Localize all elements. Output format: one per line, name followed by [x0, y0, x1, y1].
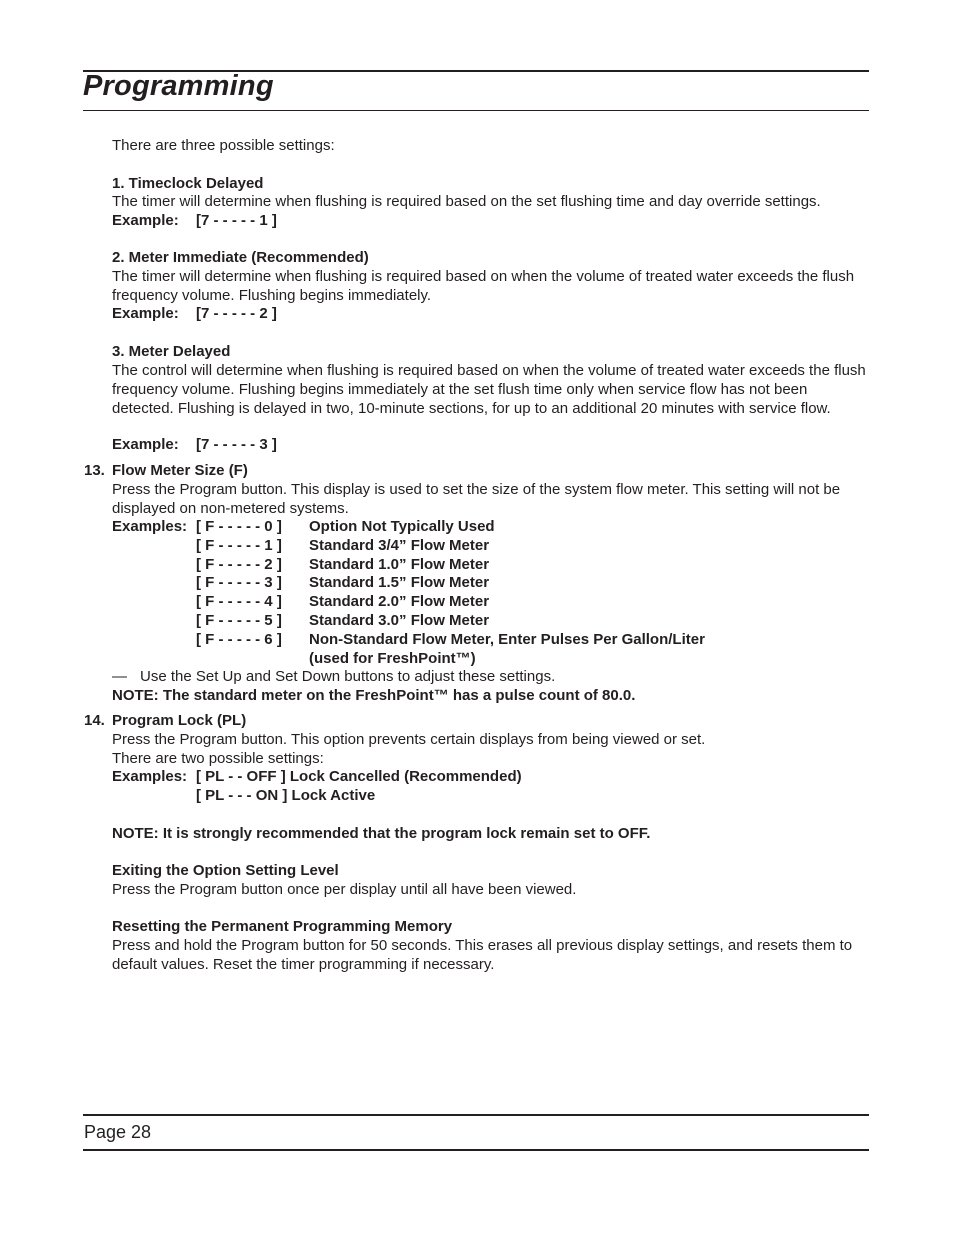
page-number: Page 28	[84, 1122, 152, 1142]
section-13-hint: Use the Set Up and Set Down buttons to adjust these settings.	[140, 668, 556, 685]
setting-1-example-label: Example:	[112, 212, 179, 229]
setting-3-example-label: Example:	[112, 436, 179, 453]
section-14-note: NOTE: It is strongly recommended that the program lock remain set to OFF.	[112, 825, 651, 842]
section-13-examples-label: Examples:	[112, 518, 188, 535]
exiting-title: Exiting the Option Setting Level	[112, 862, 339, 879]
setting-2-example-value: [7 - - - - - 2 ]	[196, 305, 277, 322]
setting-2-body: The timer will determine when flushing is required based on when the volume of treated water exceeds the flush frequency volume. Flushing begins immediately.	[112, 268, 855, 304]
flow-meter-desc-6: Non-Standard Flow Meter, Enter Pulses Per Gallon/Liter	[309, 631, 705, 648]
footer-top-rule	[83, 1114, 869, 1116]
flow-meter-code-6: [ F - - - - - 6 ]	[196, 631, 282, 648]
flow-meter-desc-5: Standard 3.0” Flow Meter	[309, 612, 490, 629]
section-13-number: 13.	[84, 462, 105, 479]
setting-2-example-label: Example:	[112, 305, 179, 322]
program-lock-example-on: [ PL - - - ON ] Lock Active	[196, 787, 376, 804]
resetting-title: Resetting the Permanent Programming Memory	[112, 918, 453, 935]
setting-3-example-value: [7 - - - - - 3 ]	[196, 436, 277, 453]
setting-1-body: The timer will determine when flushing is required based on the set flushing time and day override settings.	[112, 193, 821, 210]
flow-meter-desc-4: Standard 2.0” Flow Meter	[309, 593, 490, 610]
flow-meter-code-0: [ F - - - - - 0 ]	[196, 518, 282, 535]
section-13-body: Press the Program button. This display is used to set the size of the system flow meter. This setting will not be displayed on non-metered systems.	[112, 481, 841, 517]
exiting-body: Press the Program button once per display until all have been viewed.	[112, 881, 577, 898]
section-14-title: Program Lock (PL)	[112, 712, 247, 729]
section-13-title: Flow Meter Size (F)	[112, 462, 248, 479]
program-lock-example-off: [ PL - - OFF ] Lock Cancelled (Recommended)	[196, 768, 522, 785]
section-14-examples-label: Examples:	[112, 768, 188, 785]
section-14-number: 14.	[84, 712, 105, 729]
section-14-body-2: There are two possible settings:	[112, 750, 324, 767]
setting-3-title: 3. Meter Delayed	[112, 343, 231, 360]
footer-bottom-rule	[83, 1149, 869, 1151]
page-title: Programming	[83, 70, 274, 102]
flow-meter-code-5: [ F - - - - - 5 ]	[196, 612, 282, 629]
flow-meter-desc-6-extra: (used for FreshPoint™)	[309, 650, 476, 667]
flow-meter-code-3: [ F - - - - - 3 ]	[196, 574, 282, 591]
section-14-body-1: Press the Program button. This option prevents certain displays from being viewed or set.	[112, 731, 706, 748]
flow-meter-desc-0: Option Not Typically Used	[309, 518, 495, 535]
flow-meter-desc-1: Standard 3/4” Flow Meter	[309, 537, 490, 554]
setting-3-body: The control will determine when flushing is required based on when the volume of treated water exceeds the flush frequency volume. Flushing begins immediately at the set flush time only when service flow has not been detected. Flushing is delayed in two, 10-minute sections, for up to an additional 20 minutes with service flow.	[112, 362, 866, 417]
intro-text: There are three possible settings:	[112, 137, 335, 154]
flow-meter-desc-2: Standard 1.0” Flow Meter	[309, 556, 490, 573]
setting-1-example-value: [7 - - - - - 1 ]	[196, 212, 277, 229]
flow-meter-code-1: [ F - - - - - 1 ]	[196, 537, 282, 554]
flow-meter-desc-3: Standard 1.5” Flow Meter	[309, 574, 490, 591]
flow-meter-code-4: [ F - - - - - 4 ]	[196, 593, 282, 610]
header-bottom-rule	[83, 110, 869, 111]
flow-meter-code-2: [ F - - - - - 2 ]	[196, 556, 282, 573]
setting-2-title: 2. Meter Immediate (Recommended)	[112, 249, 369, 266]
resetting-body: Press and hold the Program button for 50 seconds. This erases all previous display settings, and resets them to default values. Reset the timer programming if necessary.	[112, 937, 853, 973]
hint-dash: —	[112, 668, 127, 685]
section-13-note: NOTE: The standard meter on the FreshPoint™ has a pulse count of 80.0.	[112, 687, 636, 704]
setting-1-title: 1. Timeclock Delayed	[112, 175, 264, 192]
